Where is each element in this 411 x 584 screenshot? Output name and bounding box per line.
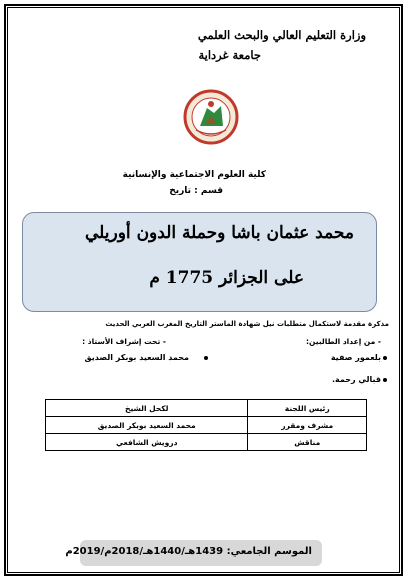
student-bullet <box>383 378 387 382</box>
faculty-name: كلية العلوم الاجتماعية والإنسانية <box>122 170 266 180</box>
prepared-by-label: - من إعداد الطالبين: <box>306 337 381 346</box>
university-logo <box>183 80 239 154</box>
ministry-name: وزارة التعليم العالي والبحث العلمي <box>197 28 366 42</box>
student-name-2: قبالي رحمة. <box>331 375 381 384</box>
thesis-subtitle: مذكرة مقدمة لاستكمال متطلبات نيل شهادة الماستر التاريخ المغرب العربي الحديث <box>105 320 389 328</box>
jury-member: محمد السعيد بوبكر الصديق <box>46 417 248 434</box>
supervisor-label: - تحت إشراف الأستاذ : <box>82 337 166 346</box>
jury-role: رئيس اللجنة <box>248 400 367 417</box>
table-row <box>46 400 367 417</box>
supervisor-bullet <box>204 356 208 360</box>
jury-table <box>45 399 367 451</box>
supervisor-name: محمد السعيد بوبكر الصديق <box>84 353 189 362</box>
thesis-title-line-2: على الجزائر 1775 م <box>149 268 304 288</box>
thesis-title-box <box>22 212 377 312</box>
academic-season: الموسم الجامعي: 1439هـ/1440هـ/2018م/2019م <box>65 546 312 557</box>
jury-role: مناقش <box>248 434 367 451</box>
student-name-1: بلعمور صفية <box>330 353 381 362</box>
jury-member: درويش الشافعي <box>46 434 248 451</box>
jury-member: لكحل الشيخ <box>46 400 248 417</box>
table-row <box>46 417 367 434</box>
jury-role: مشرف ومقرر <box>248 417 367 434</box>
thesis-title-line-1: محمد عثمان باشا وحملة الدون أوريلي <box>84 223 354 243</box>
university-name: جامعة غرداية <box>198 48 261 62</box>
student-bullet <box>383 356 387 360</box>
academic-season-box <box>65 540 322 566</box>
table-row <box>46 434 367 451</box>
department-name: قسم : تاريخ <box>169 186 223 196</box>
